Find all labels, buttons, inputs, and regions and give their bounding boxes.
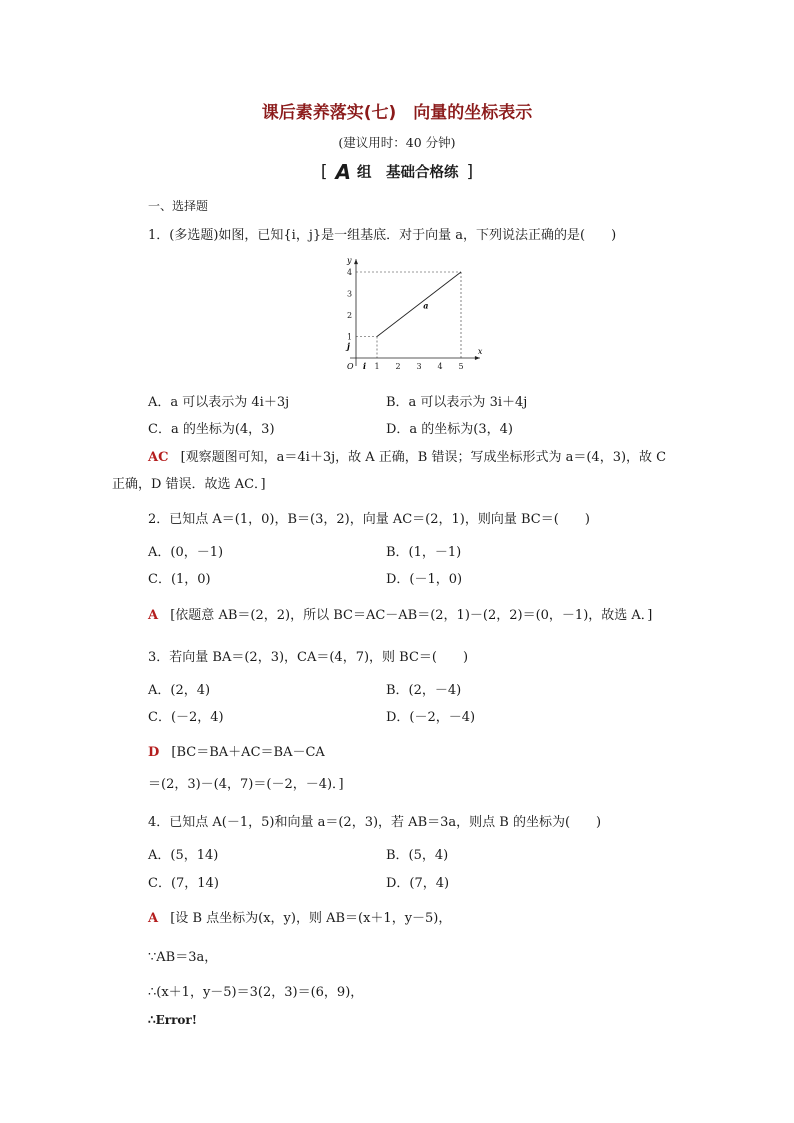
q4-explanation-line4: ∴Error! xyxy=(148,1013,198,1027)
x-tick-label: 2 xyxy=(395,362,401,371)
q2-explanation-line xyxy=(148,604,652,623)
y-axis-label: y xyxy=(347,256,352,266)
q1-option-d: D．a 的坐标为(3，4) xyxy=(386,422,513,437)
q3-stem: 3．若向量 BA＝(2，3)，CA＝(4，7)，则 BC＝( ) xyxy=(148,650,469,665)
y-tick-label: 4 xyxy=(347,268,353,277)
a-label: a xyxy=(423,300,429,311)
q4-explanation-line1 xyxy=(148,907,451,926)
q2-option-c: C．(1，0) xyxy=(148,572,211,587)
q3-option-c: C．(－2，4) xyxy=(148,710,224,725)
x-tick-label: 4 xyxy=(437,362,443,371)
q1-explanation: [观察题图可知，a＝4i＋3j，故 A 正确，B 错误；写成坐标形式为 a＝(4，3)，故 C xyxy=(180,450,667,465)
y-tick-label: 1 xyxy=(347,332,353,342)
q1-option-c: C．a 的坐标为(4，3) xyxy=(148,422,275,437)
q2-option-d: D．(－1，0) xyxy=(386,572,463,587)
q3-explanation: [BC＝BA＋AC＝BA－CA xyxy=(171,745,325,760)
q1-option-a: A．a 可以表示为 4i＋3j xyxy=(148,395,290,410)
suggested-time: (建议用时：40 分钟) xyxy=(338,135,456,150)
x-tick-label: 5 xyxy=(458,362,464,371)
page-title: 课后素养落实(七) 向量的坐标表示 xyxy=(261,103,533,123)
q3-explanation-line1 xyxy=(148,741,325,760)
x-axis-arrow xyxy=(475,356,480,360)
i-label: i xyxy=(363,361,367,371)
q2-option-a: A．(0，－1) xyxy=(148,545,224,560)
y-tick-label: 2 xyxy=(347,311,353,320)
q4-option-a: A．(5，14) xyxy=(148,848,219,863)
origin-label: O xyxy=(347,362,354,371)
q4-explanation: [设 B 点坐标为(x，y)，则 AB＝(x＋1，y－5)， xyxy=(170,911,452,926)
x-axis-label: x xyxy=(477,347,483,356)
x-tick-label: 3 xyxy=(416,362,422,371)
q4-explanation-line2: ∵AB＝3a， xyxy=(148,950,218,965)
q3-option-d: D．(－2，－4) xyxy=(386,710,476,725)
q3-explanation-line2: ＝(2，3)－(4，7)＝(－2，－4)．] xyxy=(148,777,344,792)
q4-option-d: D．(7，4) xyxy=(386,876,450,891)
q1-explanation-line2: 正确，D 错误．故选 AC．] xyxy=(112,477,266,492)
q2-option-b: B．(1，－1) xyxy=(386,545,462,560)
x-tick-label: 1 xyxy=(374,362,380,371)
y-tick-label: 3 xyxy=(347,289,353,299)
q4-option-c: C．(7，14) xyxy=(148,876,219,891)
q1-answer: AC xyxy=(148,450,169,465)
vector-a-segment xyxy=(377,272,461,337)
j-label: j xyxy=(347,341,350,351)
q4-option-b: B．(5，4) xyxy=(386,848,449,863)
q3-option-a: A．(2，4) xyxy=(148,683,211,698)
q2-explanation: [依题意 AB＝(2，2)，所以 BC＝AC－AB＝(2，1)－(2，2)＝(0，－1)，故选 A．] xyxy=(170,608,653,623)
group-heading: [ A 组 基础合格练 ] xyxy=(320,160,474,184)
q1-stem: 1．(多选题)如图，已知{i，j}是一组基底．对于向量 a，下列说法正确的是( ) xyxy=(148,228,617,243)
coordinate-figure xyxy=(336,250,486,375)
q4-stem: 4．已知点 A(－1，5)和向量 a＝(2，3)，若 AB＝3a，则点 B 的坐标为( ) xyxy=(148,815,602,830)
q2-stem: 2．已知点 A＝(1，0)，B＝(3，2)，向量 AC＝(2，1)，则向量 BC＝( ) xyxy=(148,512,590,527)
q2-answer: A xyxy=(148,608,159,623)
q4-explanation-line3: ∴(x＋1，y－5)＝3(2，3)＝(6，9)， xyxy=(148,985,364,1000)
q1-option-b: B．a 可以表示为 3i＋4j xyxy=(386,395,528,410)
q1-explanation-line1 xyxy=(148,446,666,465)
section-heading: 一、选择题 xyxy=(148,199,209,213)
q3-answer: D xyxy=(148,745,160,760)
group-letter: A xyxy=(335,160,351,184)
q3-option-b: B．(2，－4) xyxy=(386,683,462,698)
q4-answer: A xyxy=(148,911,159,926)
y-axis-arrow xyxy=(354,259,358,264)
group-label: 组 基础合格练 xyxy=(356,165,459,181)
